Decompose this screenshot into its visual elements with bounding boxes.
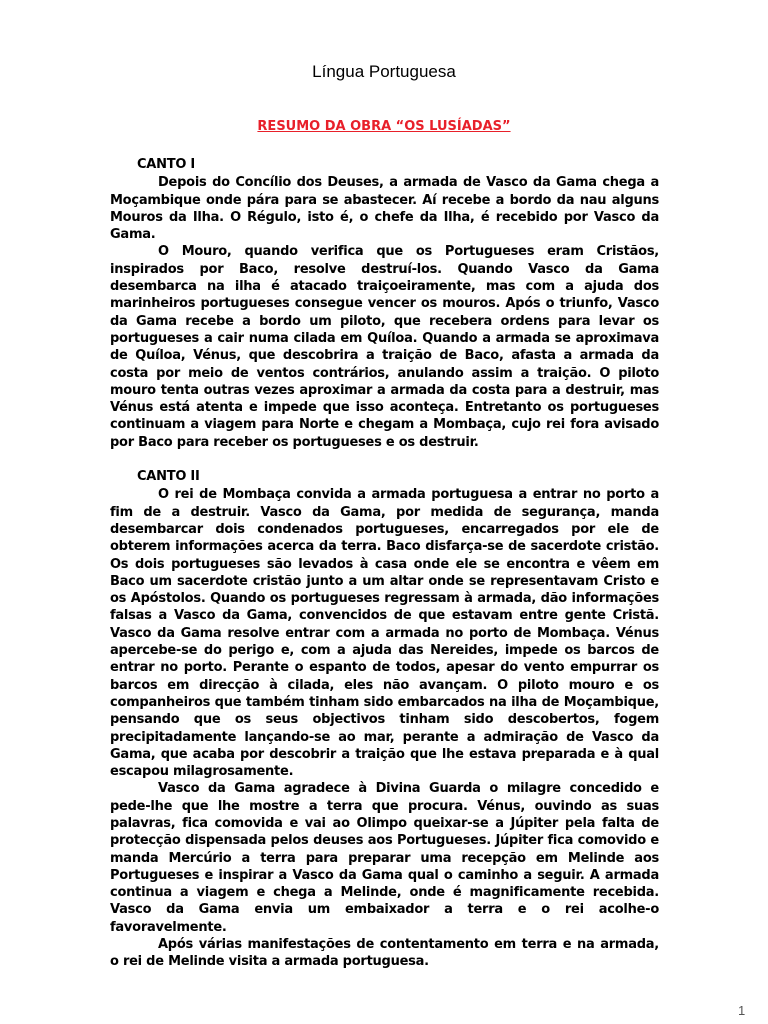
paragraph: Vasco da Gama agradece à Divina Guarda o milagre concedido e pede-lhe que lhe mostre a terra que procura. Vénus, ouvindo as suas palavras, fica comovida e vai ao Olimpo queixar-se a Júpiter pela falta de protecção dispensada pelos deuses aos Portugueses. Júpiter fica comovido e manda Mercúrio a terra para preparar uma recepção em Melinde aos Portugueses e inspirar a Vasco da Gama qual o caminho a seguir. A armada continua a viagem e chega a Melinde, onde é magnificamente recebida. Vasco da Gama envia um embaixador a terra e o rei acolhe-o favoravelmente. — [110, 781, 659, 935]
document-title: RESUMO DA OBRA “OS LUSÍADAS” — [257, 119, 511, 134]
section-spacer — [110, 451, 659, 468]
section-heading: CANTO I — [137, 157, 196, 172]
page-number: 1 — [738, 1003, 746, 1018]
section-canto-2 — [110, 468, 659, 971]
paragraph: O rei de Mombaça convida a armada portuguesa a entrar no porto a fim de a destruir. Vasco da Gama, por medida de segurança, manda desembarcar dois condenados portugueses, encarregados por ele de obterem informações acerca da terra. Baco disfarça-se de sacerdote cristão. Os dois portugueses são levados à casa onde ele se encontra e vêem em Baco um sacerdote cristão junto a um altar onde se representavam Cristo e os Apóstolos. Quando os portugueses regressam à armada, dão informações falsas a Vasco da Gama, convencidos de que estavam entre gente Cristã. Vasco da Gama resolve entrar com a armada no porto de Mombaça. Vénus apercebe-se do perigo e, com a ajuda das Nereides, impede os barcos de entrar no porto. Perante o espanto de todos, apesar do vento empurrar os barcos em direcção à cilada, eles não avançam. O piloto mouro e os companheiros que também tinham sido embarcados na ilha de Moçambique, pensando que os seus objectivos tinham sido descobertos, fogem precipitadamente lançando-se ao mar, perante a admiração de Vasco da Gama, que acaba por descobrir a traição que lhe estava preparada e à qual escapou milagrosamente. — [110, 487, 659, 780]
paragraph: O Mouro, quando verifica que os Portugueses eram Cristãos, inspirados por Baco, resolve destruí-los. Quando Vasco da Gama desembarca na ilha é atacado traiçoeiramente, mas com a ajuda dos marinheiros portugueses consegue vencer os mouros. Após o triunfo, Vasco da Gama recebe a bordo um piloto, que recebera ordens para levar os portugueses a cair numa cilada em Quíloa. Quando a armada se aproximava de Quíloa, Vénus, que descobrira a traição de Baco, afasta a armada da costa por meio de ventos contrários, anulando assim a traição. O piloto mouro tenta outras vezes aproximar a armada da costa para a destruir, mas Vénus está atenta e impede que isso aconteça. Entretanto os portugueses continuam a viagem para Norte e chegam a Mombaça, cujo rei fora avisado por Baco para receber os portugueses e os destruir. — [110, 244, 659, 450]
paragraph: Depois do Concílio dos Deuses, a armada de Vasco da Gama chega a Moçambique onde pára para se abastecer. Aí recebe a bordo da nau alguns Mouros da Ilha. O Régulo, isto é, o chefe da Ilha, é recebido por Vasco da Gama. — [110, 175, 659, 243]
page-header-title: Língua Portuguesa — [312, 62, 456, 81]
section-canto-1 — [110, 156, 659, 451]
paragraph: Após várias manifestações de contentamento em terra e na armada, o rei de Melinde visita a armada portuguesa. — [110, 937, 659, 970]
section-heading: CANTO II — [137, 469, 200, 485]
document-body — [110, 156, 659, 971]
